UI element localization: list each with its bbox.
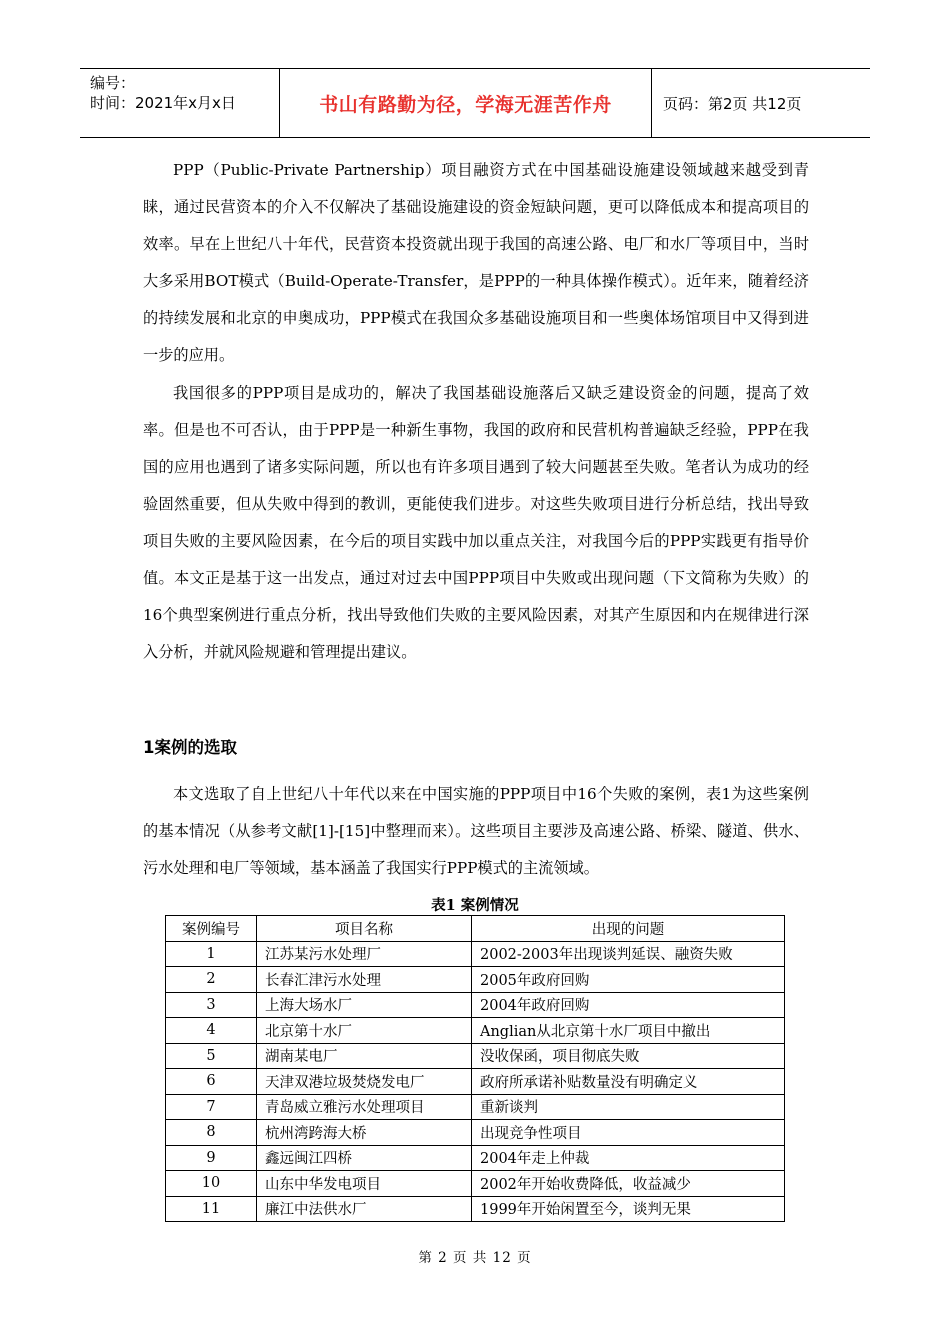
table-cell: 2004年政府回购 xyxy=(472,992,785,1018)
table-cell: 1 xyxy=(166,941,257,967)
table-body xyxy=(166,941,785,1222)
table-cell: 2 xyxy=(166,967,257,993)
header-motto: 书山有路勤为径，学海无涯苦作舟 xyxy=(280,69,652,137)
table-row xyxy=(166,1120,785,1146)
paragraph-failures: 我国很多的PPP项目是成功的，解决了我国基础设施落后又缺乏建设资金的问题，提高了效率。但是也不可否认，由于PPP是一种新生事物，我国的政府和民营机构普遍缺乏经验，PPP在我国的应用也遇到了诸多实际问题，所以也有许多项目遇到了较大问题甚至失败。笔者认为成功的经验固然重要，但从失败中得到的教训，更能使我们进步。对这些失败项目进行分析总结，找出导致项目失败的主要风险因素，在今后的项目实践中加以重点关注，对我国今后的PPP实践更有指导价值。本文正是基于这一出发点，通过对过去中国PPP项目中失败或出现问题（下文简称为失败）的16个典型案例进行重点分析，找出导致他们失败的主要风险因素，对其产生原因和内在规律进行深入分析，并就风险规避和管理提出建议。 xyxy=(143,384,809,661)
table-cell: 3 xyxy=(166,992,257,1018)
table-row xyxy=(166,1196,785,1222)
section-heading: 1案例的选取 xyxy=(143,738,237,757)
table-cell: 重新谈判 xyxy=(472,1094,785,1120)
table-cell: 11 xyxy=(166,1196,257,1222)
page-header xyxy=(80,68,870,138)
table-cell: 6 xyxy=(166,1069,257,1095)
table-cell: 没收保函，项目彻底失败 xyxy=(472,1043,785,1069)
table-cell: 10 xyxy=(166,1171,257,1197)
header-code-label: 编号： xyxy=(90,74,136,92)
table-cell: 湖南某电厂 xyxy=(257,1043,472,1069)
table-cell: 上海大场水厂 xyxy=(257,992,472,1018)
paragraph-intro: PPP（Public-Private Partnership）项目融资方式在中国基础设施建设领域越来越受到青睐，通过民营资本的介入不仅解决了基础设施建设的资金短缺问题，更可以降低成本和提高项目的效率。早在上世纪八十年代，民营资本投资就出现于我国的高速公路、电厂和水厂等项目中，当时大多采用BOT模式（Build-Operate-Transfer，是PPP的一种具体操作模式）。近年来，随着经济的持续发展和北京的申奥成功，PPP模式在我国众多基础设施项目和一些奥体场馆项目中又得到进一步的应用。 xyxy=(143,161,809,364)
table-cell: 北京第十水厂 xyxy=(257,1018,472,1044)
table-header-row xyxy=(166,916,785,942)
table-cell: Anglian从北京第十水厂项目中撤出 xyxy=(472,1018,785,1044)
table-row xyxy=(166,1145,785,1171)
table-row xyxy=(166,1018,785,1044)
table-header-cell: 案例编号 xyxy=(166,916,257,942)
case-table xyxy=(165,915,785,1222)
header-date-label: 时间：2021年x月x日 xyxy=(90,94,236,112)
table-cell: 7 xyxy=(166,1094,257,1120)
table-row xyxy=(166,992,785,1018)
table-row xyxy=(166,1094,785,1120)
table-cell: 廉江中法供水厂 xyxy=(257,1196,472,1222)
table-row xyxy=(166,941,785,967)
table-header-cell: 出现的问题 xyxy=(472,916,785,942)
table-caption: 表1 案例情况 xyxy=(431,897,519,914)
table-cell: 4 xyxy=(166,1018,257,1044)
table-row xyxy=(166,967,785,993)
table-cell: 鑫远闽江四桥 xyxy=(257,1145,472,1171)
table-row xyxy=(166,1069,785,1095)
table-cell: 2002-2003年出现谈判延误、融资失败 xyxy=(472,941,785,967)
header-page-label: 页码：第2页 共12页 xyxy=(663,94,802,113)
header-meta xyxy=(80,69,280,137)
table-row xyxy=(166,1043,785,1069)
table-cell: 1999年开始闲置至今，谈判无果 xyxy=(472,1196,785,1222)
table-cell: 长春汇津污水处理 xyxy=(257,967,472,993)
table-cell: 天津双港垃圾焚烧发电厂 xyxy=(257,1069,472,1095)
table-header-cell: 项目名称 xyxy=(257,916,472,942)
table-cell: 5 xyxy=(166,1043,257,1069)
table-cell: 2005年政府回购 xyxy=(472,967,785,993)
table-cell: 山东中华发电项目 xyxy=(257,1171,472,1197)
table-row xyxy=(166,1171,785,1197)
table-cell: 2002年开始收费降低，收益减少 xyxy=(472,1171,785,1197)
table-cell: 2004年走上仲裁 xyxy=(472,1145,785,1171)
table-cell: 出现竞争性项目 xyxy=(472,1120,785,1146)
table-cell: 8 xyxy=(166,1120,257,1146)
table-cell: 杭州湾跨海大桥 xyxy=(257,1120,472,1146)
table-cell: 青岛威立雅污水处理项目 xyxy=(257,1094,472,1120)
page-footer: 第 2 页 共 12 页 xyxy=(418,1250,532,1266)
table-cell: 政府所承诺补贴数量没有明确定义 xyxy=(472,1069,785,1095)
paragraph-case-selection: 本文选取了自上世纪八十年代以来在中国实施的PPP项目中16个失败的案例，表1为这些案例的基本情况（从参考文献[1]-[15]中整理而来）。这些项目主要涉及高速公路、桥梁、隧道、供水、污水处理和电厂等领域，基本涵盖了我国实行PPP模式的主流领域。 xyxy=(143,785,809,877)
table-cell: 9 xyxy=(166,1145,257,1171)
table-cell: 江苏某污水处理厂 xyxy=(257,941,472,967)
